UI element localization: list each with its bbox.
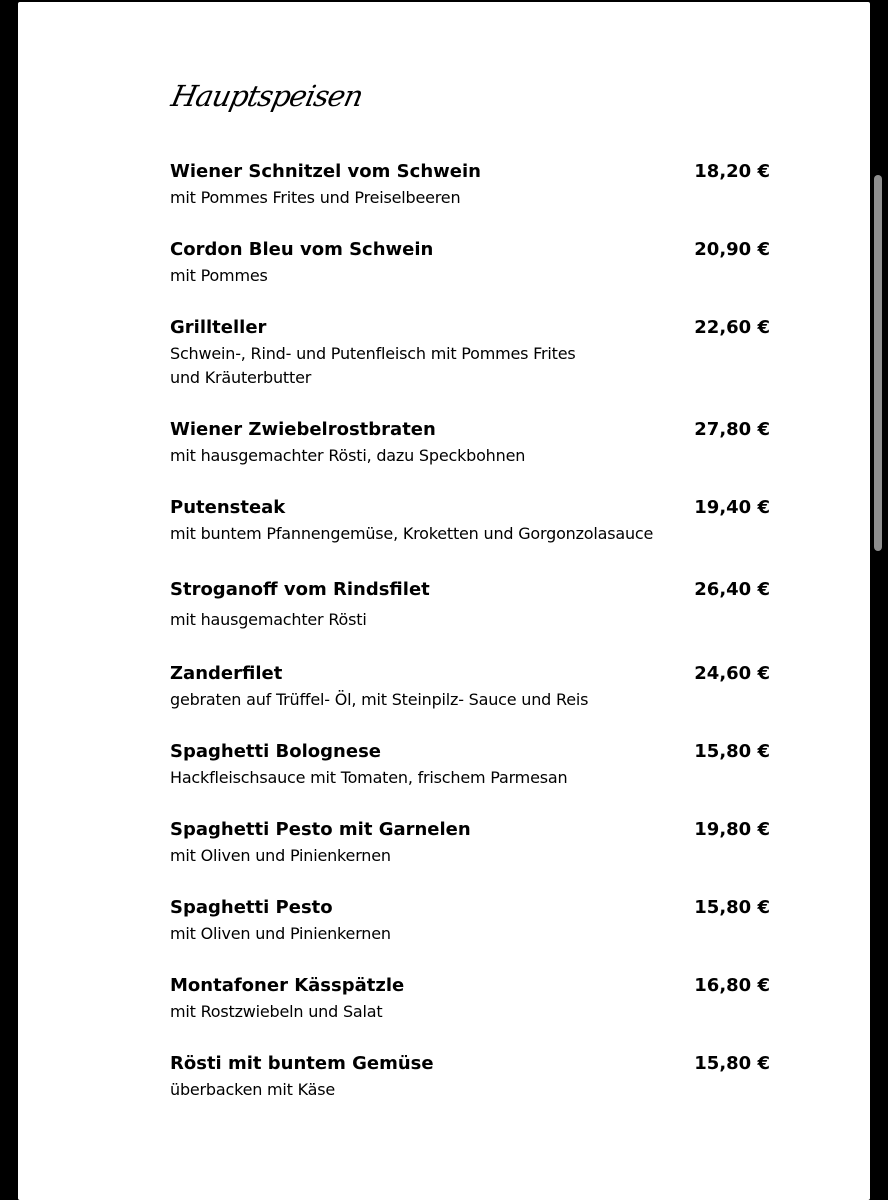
vertical-scrollbar[interactable]	[874, 0, 882, 1200]
menu-item-name: Spaghetti Pesto mit Garnelen	[170, 819, 471, 840]
menu-item-description: mit Pommes Frites und Preiselbeeren	[170, 188, 461, 207]
menu-page	[18, 2, 870, 1200]
menu-item-price: 24,60 €	[694, 663, 770, 684]
menu-item	[170, 158, 770, 210]
menu-item-description: überbacken mit Käse	[170, 1080, 336, 1099]
menu-item-description: Schwein-, Rind- und Putenfleisch mit Pommes Frites und Kräuterbutter	[170, 344, 576, 387]
menu-item-name: Wiener Schnitzel vom Schwein	[170, 161, 481, 182]
menu-item-price: 19,80 €	[694, 819, 770, 840]
menu-item-price: 16,80 €	[694, 975, 770, 996]
menu-item-description: Hackfleischsauce mit Tomaten, frischem Parmesan	[170, 768, 568, 787]
menu-item-price: 15,80 €	[694, 741, 770, 762]
menu-item	[170, 314, 770, 390]
menu-item-price: 15,80 €	[694, 1053, 770, 1074]
menu-item-name: Cordon Bleu vom Schwein	[170, 239, 434, 260]
menu-item	[170, 494, 770, 546]
menu-item-name: Grillteller	[170, 317, 267, 338]
scrollbar-thumb[interactable]	[874, 175, 882, 551]
menu-item-name: Putensteak	[170, 497, 286, 518]
menu-items-list	[170, 158, 770, 1102]
menu-item-description: gebraten auf Trüffel- Öl, mit Steinpilz- Sauce und Reis	[170, 690, 589, 709]
menu-item	[170, 972, 770, 1024]
menu-item-price: 20,90 €	[694, 239, 770, 260]
menu-item-name: Spaghetti Bolognese	[170, 741, 381, 762]
menu-item-price: 18,20 €	[694, 161, 770, 182]
menu-item-description: mit hausgemachter Rösti	[170, 610, 367, 629]
menu-item-price: 26,40 €	[694, 579, 770, 600]
menu-item-name: Montafoner Kässpätzle	[170, 975, 405, 996]
menu-item-description: mit Oliven und Pinienkernen	[170, 924, 391, 943]
menu-item-description: mit Oliven und Pinienkernen	[170, 846, 391, 865]
menu-item-name: Zanderfilet	[170, 663, 283, 684]
menu-item-description: mit Rostzwiebeln und Salat	[170, 1002, 383, 1021]
menu-item	[170, 738, 770, 790]
menu-item-name: Spaghetti Pesto	[170, 897, 333, 918]
menu-title: Hauptspeisen	[168, 79, 366, 113]
menu-item	[170, 816, 770, 868]
menu-item	[170, 894, 770, 946]
menu-item-description: mit hausgemachter Rösti, dazu Speckbohnen	[170, 446, 526, 465]
menu-item-price: 19,40 €	[694, 497, 770, 518]
menu-item-name: Rösti mit buntem Gemüse	[170, 1053, 434, 1074]
menu-item-description: mit Pommes	[170, 266, 268, 285]
menu-item	[170, 236, 770, 288]
menu-item-name: Stroganoff vom Rindsfilet	[170, 579, 430, 600]
menu-item-price: 22,60 €	[694, 317, 770, 338]
menu-item-price: 27,80 €	[694, 419, 770, 440]
menu-item	[170, 660, 770, 712]
menu-item	[170, 416, 770, 468]
menu-item-name: Wiener Zwiebelrostbraten	[170, 419, 436, 440]
menu-item-description: mit buntem Pfannengemüse, Kroketten und Gorgonzolasauce	[170, 524, 654, 543]
menu-item-price: 15,80 €	[694, 897, 770, 918]
menu-item	[170, 1050, 770, 1102]
menu-item	[170, 576, 770, 632]
